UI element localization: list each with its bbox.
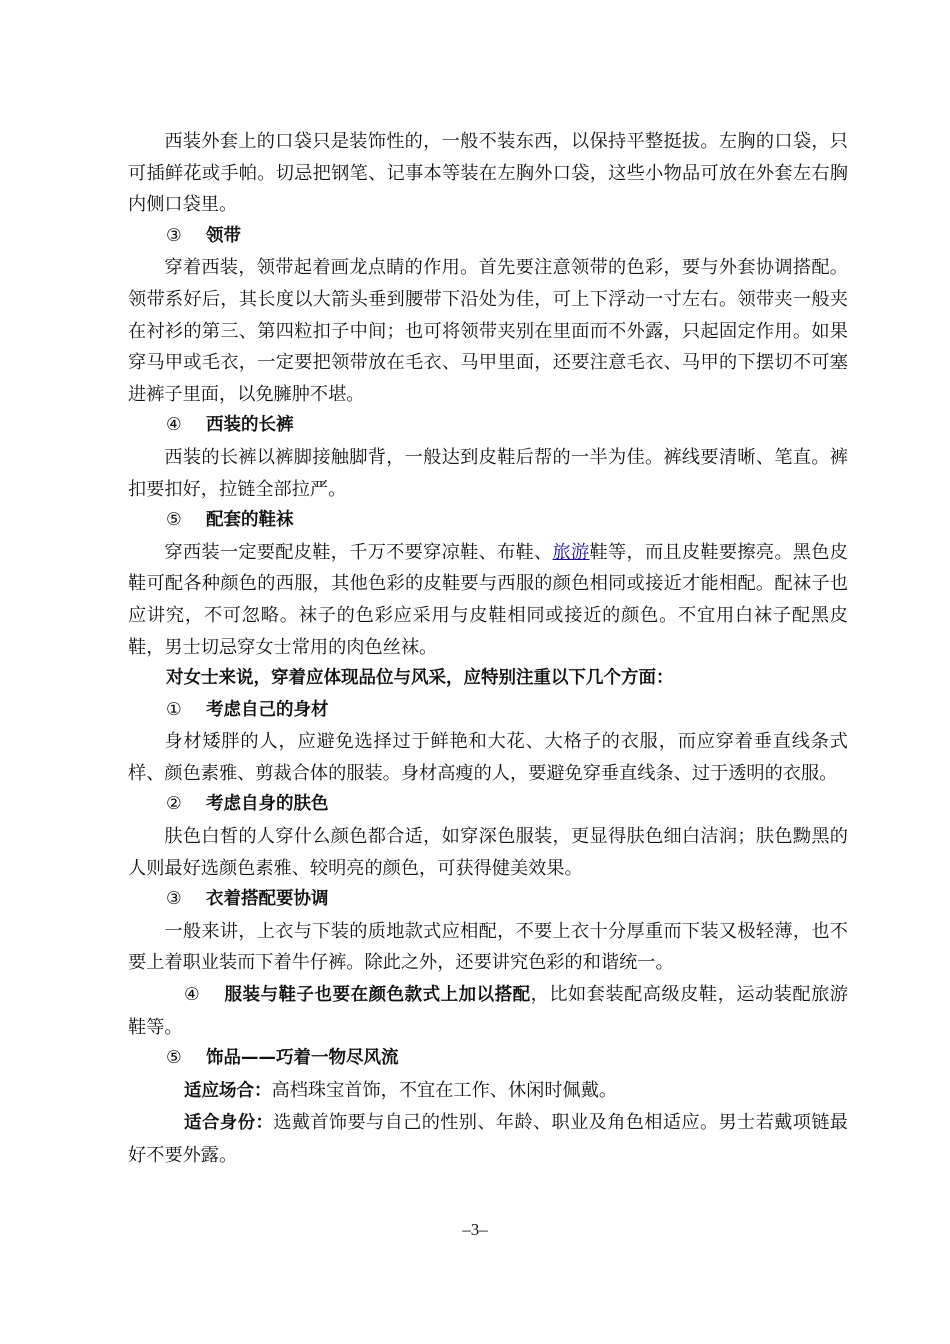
page-number: –3– [462,1220,488,1239]
heading-title: 衣着搭配要协调 [206,889,329,910]
heading-figure [128,695,848,727]
label-identity: 适合身份： [184,1113,274,1134]
heading-number: ⑤ [166,510,182,531]
heading-title: 饰品——巧着一物尽风流 [206,1048,399,1069]
heading-number: ③ [166,225,182,246]
heading-number: ② [166,794,182,815]
heading-title: 服装与鞋子也要在颜色款式上加以搭配 [224,985,531,1006]
paragraph-shoes-socks [128,537,848,663]
heading-shoes-socks [128,505,848,537]
text-run: 选戴首饰要与自己的性别、年龄、职业及角色相适应。男士若戴项链最好不要外露。 [128,1112,848,1166]
label-occasion: 适应场合： [184,1080,272,1101]
heading-accessories [128,1043,848,1075]
heading-number: ① [166,699,182,720]
heading-coordination [128,884,848,916]
page-content [128,126,848,1172]
heading-skin [128,789,848,821]
paragraph-identity [128,1107,848,1171]
heading-title: 考虑自身的肤色 [206,794,329,815]
paragraph-shoes-match [128,979,848,1043]
heading-number: ④ [184,985,200,1006]
paragraph-trousers: 西装的长裤以裤脚接触脚背，一般达到皮鞋后帮的一半为佳。裤线要清晰、笔直。裤扣要扣好，拉链全部拉严。 [128,446,848,500]
text-run: ，比如套装配高级皮鞋，运动装配旅游鞋等。 [128,984,848,1038]
heading-number: ④ [166,415,182,436]
paragraph-tie: 穿着西装，领带起着画龙点睛的作用。首先要注意领带的色彩，要与外套协调搭配。领带系好后，其长度以大箭头垂到腰带下沿处为佳，可上下浮动一寸左右。领带夹一般夹在衬衫的第三、第四粒扣子中间；也可将领带夹别在里面而不外露，只起固定作用。如果穿马甲或毛衣，一定要把领带放在毛衣、马甲里面，还要注意毛衣、马甲的下摆切不可塞进裤子里面，以免臃肿不堪。 [128,257,848,405]
heading-number: ⑤ [166,1048,182,1069]
travel-link[interactable]: 旅游 [552,541,590,563]
heading-title: 考虑自己的身材 [206,699,329,720]
heading-title: 西装的长裤 [206,415,294,436]
text-run: 穿西装一定要配皮鞋，千万不要穿凉鞋、布鞋、 [164,541,553,563]
text-run: 鞋等，而且皮鞋要擦亮。黑色皮鞋可配各种颜色的西服，其他色彩的皮鞋要与西服的颜色相同或接近才能相配。配袜子也应讲究，不可忽略。袜子的色彩应采用与皮鞋相同或接近的颜色。不宜用白袜子配黑皮鞋，男士切忌穿女士常用的肉色丝袜。 [128,541,848,658]
women-lead: 对女士来说，穿着应体现品位与风采，应特别注重以下几个方面： [166,668,674,689]
text-run: 高档珠宝首饰，不宜在工作、休闲时佩戴。 [271,1079,618,1101]
paragraph-coordination: 一般来讲，上衣与下装的质地款式应相配，不要上衣十分厚重而下装又极轻薄，也不要上着职业装而下着牛仔裤。除此之外，还要讲究色彩的和谐统一。 [128,920,848,974]
paragraph-occasion [128,1075,848,1108]
paragraph-pockets: 西装外套上的口袋只是装饰性的，一般不装东西，以保持平整挺拔。左胸的口袋，只可插鲜花或手帕。切忌把钢笔、记事本等装在左胸外口袋，这些小物品可放在外套左右胸内侧口袋里。 [128,131,848,216]
heading-title: 配套的鞋袜 [206,510,294,531]
paragraph-skin: 肤色白皙的人穿什么颜色都合适，如穿深色服装，更显得肤色细白洁润；肤色黝黑的人则最好选颜色素雅、较明亮的颜色，可获得健美效果。 [128,826,848,879]
heading-trousers [128,410,848,442]
heading-number: ③ [166,889,182,910]
paragraph-figure: 身材矮胖的人，应避免选择过于鲜艳和大花、大格子的衣服，而应穿着垂直线条式样、颜色素雅、剪裁合体的服装。身材高瘦的人，要避免穿垂直线条、过于透明的衣服。 [128,731,848,784]
heading-tie [128,221,848,253]
heading-title: 领带 [206,225,241,246]
